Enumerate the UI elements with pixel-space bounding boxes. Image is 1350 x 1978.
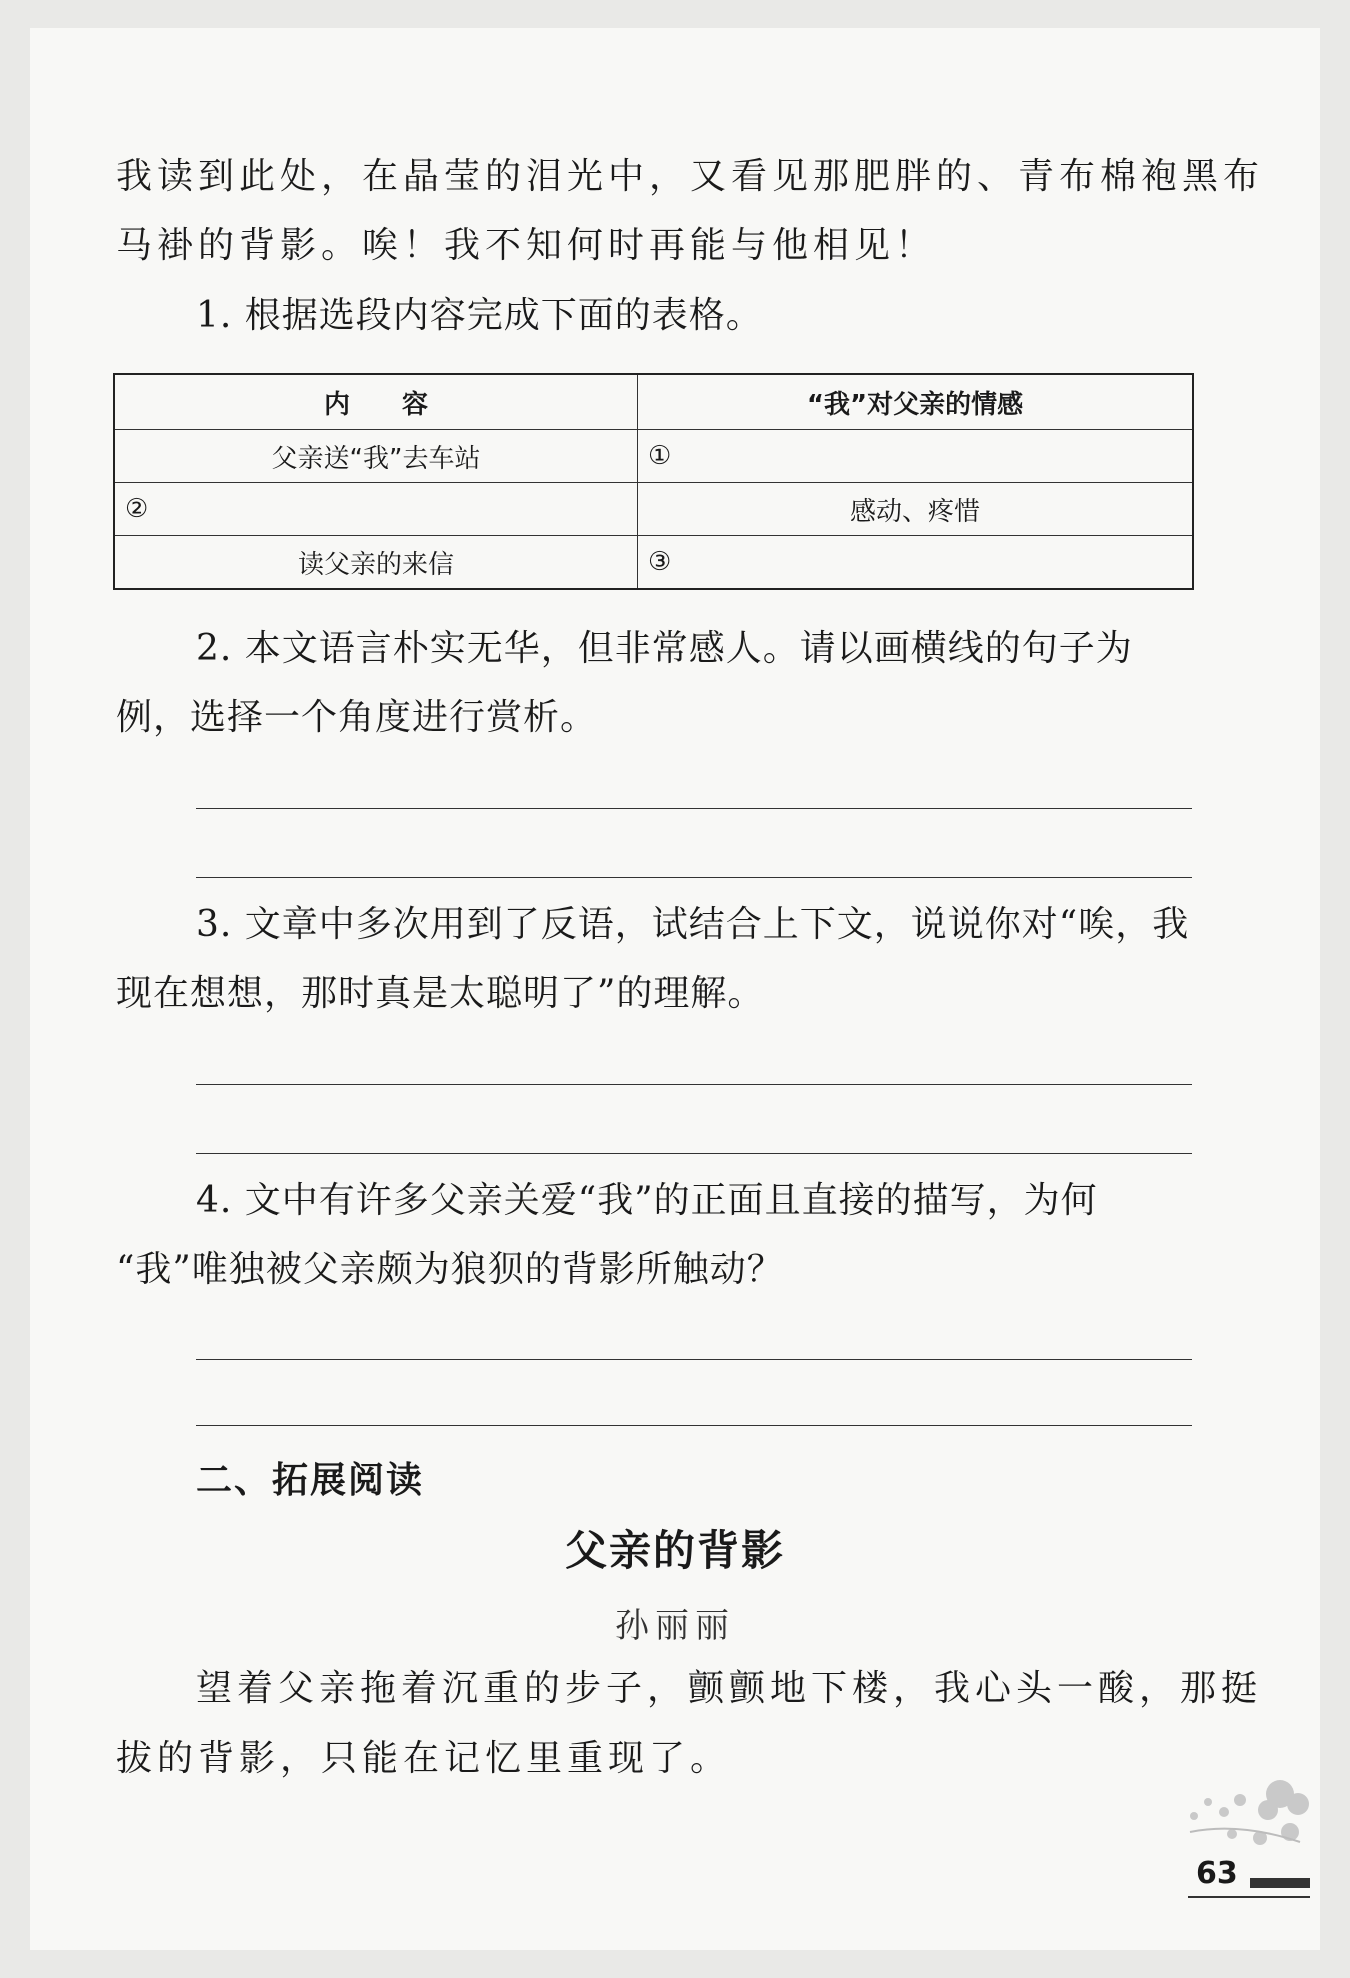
table-header: “我”对父亲的情感 <box>638 374 1194 430</box>
article-title: 父亲的背影 <box>564 1526 785 1575</box>
table-cell[interactable]: ① <box>638 430 1194 483</box>
table-row <box>114 536 1193 590</box>
answer-line[interactable] <box>196 808 1192 809</box>
question-2-line: 例，选择一个角度进行赏析。 <box>116 697 598 738</box>
answer-line[interactable] <box>196 1425 1192 1426</box>
question-4-line: “我”唯独被父亲颇为狼狈的背影所触动？ <box>116 1249 784 1290</box>
answer-line[interactable] <box>196 877 1192 878</box>
article-author: 孙丽丽 <box>615 1606 735 1646</box>
question-3-line: 3. 文章中多次用到了反语，试结合上下文，说说你对“唉，我 <box>196 904 1190 945</box>
table-header: 内 容 <box>114 374 638 430</box>
answer-line[interactable] <box>196 1359 1192 1360</box>
answer-line[interactable] <box>196 1153 1192 1154</box>
answer-line[interactable] <box>196 1084 1192 1085</box>
question-2-line: 2. 本文语言朴实无华，但非常感人。请以画横线的句子为 <box>196 628 1133 669</box>
table-row <box>114 483 1193 536</box>
question-1: 1. 根据选段内容完成下面的表格。 <box>196 295 763 336</box>
page-number: 63 <box>1196 1856 1238 1891</box>
passage-line: 马褂的背影。唉！我不知何时再能与他相见！ <box>116 225 937 266</box>
article-line: 拔的背影，只能在记忆里重现了。 <box>116 1738 732 1779</box>
table-cell: 感动、疼惜 <box>638 483 1194 536</box>
page-number-bar <box>1250 1878 1310 1888</box>
answer-table <box>113 373 1194 590</box>
table-cell[interactable]: ③ <box>638 536 1194 590</box>
table-cell: 读父亲的来信 <box>114 536 638 590</box>
table-header-row <box>114 374 1193 430</box>
section-heading: 二、拓展阅读 <box>196 1460 425 1501</box>
table-cell[interactable]: ② <box>114 483 638 536</box>
flower-decoration-icon <box>1180 1772 1315 1862</box>
table-cell: 父亲送“我”去车站 <box>114 430 638 483</box>
question-3-line: 现在想想，那时真是太聪明了”的理解。 <box>116 973 765 1014</box>
article-line: 望着父亲拖着沉重的步子，颤颤地下楼，我心头一酸，那挺 <box>196 1668 1263 1709</box>
passage-line: 我读到此处，在晶莹的泪光中，又看见那肥胖的、青布棉袍黑布 <box>116 156 1265 197</box>
question-4-line: 4. 文中有许多父亲关爱“我”的正面且直接的描写，为何 <box>196 1180 1098 1221</box>
page-number-underline <box>1188 1896 1310 1898</box>
table-row <box>114 430 1193 483</box>
